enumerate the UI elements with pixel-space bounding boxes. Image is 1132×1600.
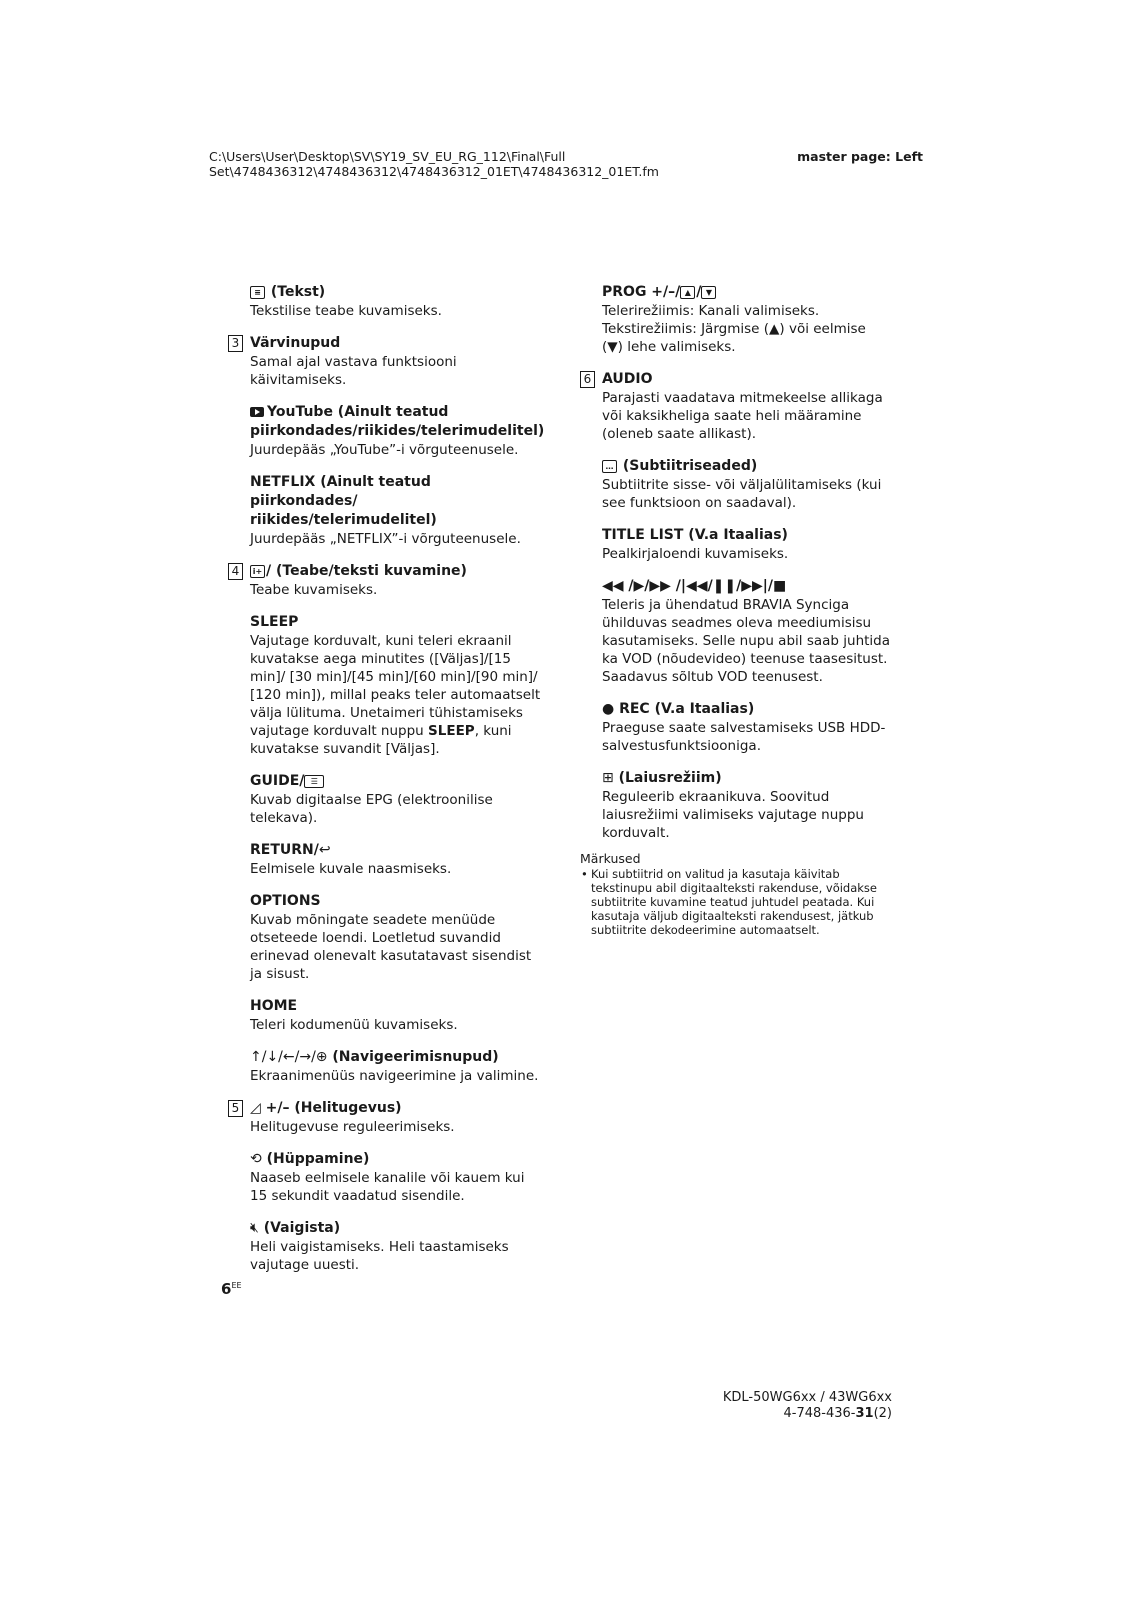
youtube-icon [250,407,264,417]
model-number: KDL-50WG6xx / 43WG6xx [722,1390,892,1405]
notes-section [580,852,890,937]
entry-media-controls: ◀◀ /▶/▶▶ /|◀◀/❚❚/▶▶|/■ Teleris ja ühendatud BRAVIA Synciga ühilduvas seadmes oleva meediumisisu kasutamiseks. Selle nupu abil saab juhtida ka VOD (nõudevideo) teenuse taasesitust. Saadavus sõltub VOD teenusest. [602,578,891,685]
master-page-label: master page: Left [797,149,923,164]
path-line-1: C:\Users\User\Desktop\SV\SY19_SV_EU_RG_112\Final\Full [209,149,566,164]
entry-sleep: SLEEP Vajutage korduvalt, kuni teleri ekraanil kuvatakse aega minutites ([Väljas]/[15 min]/ [30 min]/[45 min]/[60 min]/[90 min]/ [120 min]), millal peaks teler automaatselt välja lülituma. Unetaimeri tühistamiseks vajutage korduvalt nuppu SLEEP, kuni kuvatakse suvandit [Väljas]. [228,613,543,758]
entry-return: RETURN/↩ Eelmisele kuvale naasmiseks. [250,842,452,877]
callout-number: 6 [580,371,595,388]
mute-icon: 🔇︎ [250,1220,259,1236]
guide-icon: ☰ [304,775,324,788]
footer [723,1390,892,1422]
callout-number: 5 [228,1100,243,1117]
entry-title-list: TITLE LIST (V.a Itaalias) Pealkirjaloendi kuvamiseks. [602,527,789,562]
info-icon: i+ [250,565,265,578]
header-path [209,149,659,179]
notes-title: Märkused [580,851,641,866]
page-up-icon: ▲ [680,286,695,299]
sleep-description: Vajutage korduvalt, kuni teleri ekraanil kuvatakse aega minutites ([Väljas]/[15 min]/ [30 min]/[45 min]/[60 min]/[90 min]/ [120 min]), millal peaks teler automaatselt välja lülituma. Unetaimeri tühistamiseks vajutage korduvalt nuppu SLEEP, kuni kuvatakse suvandit [Väljas]. [250,633,541,757]
entry-jump: ⟲ (Hüppamine) Naaseb eelmisele kanalile või kauem kui 15 sekundit vaadatud sisendile. [250,1151,525,1204]
entry-wide: ⊞ (Laiusrežiim) Reguleerib ekraanikuva. Soovitud laiusrežiimi valimiseks vajutage nuppu korduvalt. [602,770,864,841]
entry-guide: GUIDE/ ☰ Kuvab digitaalse EPG (elektroonilise telekava). [250,773,493,826]
entry-mute: 🔇︎ (Vaigista) Heli vaigistamiseks. Heli taastamiseks vajutage uuesti. [250,1220,509,1273]
path-line-2: Set\4748436312\4748436312\4748436312_01ET\4748436312_01ET.fm [209,164,659,179]
teletext-icon: ≡ [250,286,265,299]
entry-varvinupud: 3 Värvinupud Samal ajal vastava funktsiooni käivitamiseks. [228,334,543,389]
note-item: • Kui subtiitrid on valitud ja kasutaja käivitab tekstinupu abil digitaalteksti rakenduse, võidakse subtiitrite kuvamine teatud juhtudel peatada. Kui kasutaja väljub digitaalteksti rakendusest, jätkub subtiitrite dekodeerimine automaatselt. [580,867,890,937]
entry-navigation: ↑/↓/←/→/⊕ (Navigeerimisnupud) Ekraanimenüüs navigeerimine ja valimine. [250,1049,539,1084]
page-number: $6^{EE}$ [221,1280,242,1298]
entry-netflix: NETFLIX (Ainult teatud piirkondades/ riikides/telerimudelitel) Juurdepääs „NETFLIX”-i võrguteenusele. [250,474,521,547]
entry-volume: 5 ◿ +/– (Helitugevus) Helitugevuse reguleerimiseks. [228,1099,543,1136]
media-controls-icon: ◀◀ /▶/▶▶ /|◀◀/❚❚/▶▶|/■ [602,578,787,594]
jump-icon: ⟲ [250,1151,262,1167]
right-column [580,283,890,937]
wide-icon: ⊞ [602,770,614,786]
entry-prog: PROG +/–/ ▲ / ▼ Telerirežiimis: Kanali valimiseks. Tekstirežiimis: Järgmise (▲) või eelmise (▼) lehe valimiseks. [602,284,866,355]
volume-icon: ◿ [250,1100,261,1116]
arrows-icon: ↑/↓/←/→/⊕ [250,1049,328,1065]
entry-home: HOME Teleri kodumenüü kuvamiseks. [250,998,458,1033]
return-icon: ↩ [318,842,331,858]
doc-code: 4-748-436-31(2) [783,1406,892,1421]
entry-youtube: YouTube (Ainult teatud piirkondades/riikides/telerimudelitel) Juurdepääs „YouTube”-i võrguteenusele. [250,404,545,458]
page-down-icon: ▼ [701,286,716,299]
entry-options: OPTIONS Kuvab mõningate seadete menüüde otseteede loendi. Loetletud suvandid erinevad olenevalt kasutatavast sisendist ja sisust. [250,893,532,982]
entry-tekst: ≡ (Tekst) Tekstilise teabe kuvamiseks. [250,284,442,319]
entry-audio: 6 AUDIO Parajasti vaadatava mitmekeelse allikaga või kaksikheliga saate heli määramine (oleneb saate allikast). [580,370,890,443]
callout-number: 4 [228,563,243,580]
entry-rec: ● REC (V.a Itaalias) Praeguse saate salvestamiseks USB HDD-salvestusfunktsiooniga. [602,701,886,754]
callout-number: 3 [228,335,243,352]
entry-subtitle: … (Subtiitriseaded) Subtiitrite sisse- või väljalülitamiseks (kui see funktsioon on saadaval). [602,458,882,511]
subtitle-icon: … [602,460,617,473]
entry-info: 4 i+ / (Teabe/teksti kuvamine) Teabe kuvamiseks. [228,562,543,599]
left-column [228,283,543,1288]
